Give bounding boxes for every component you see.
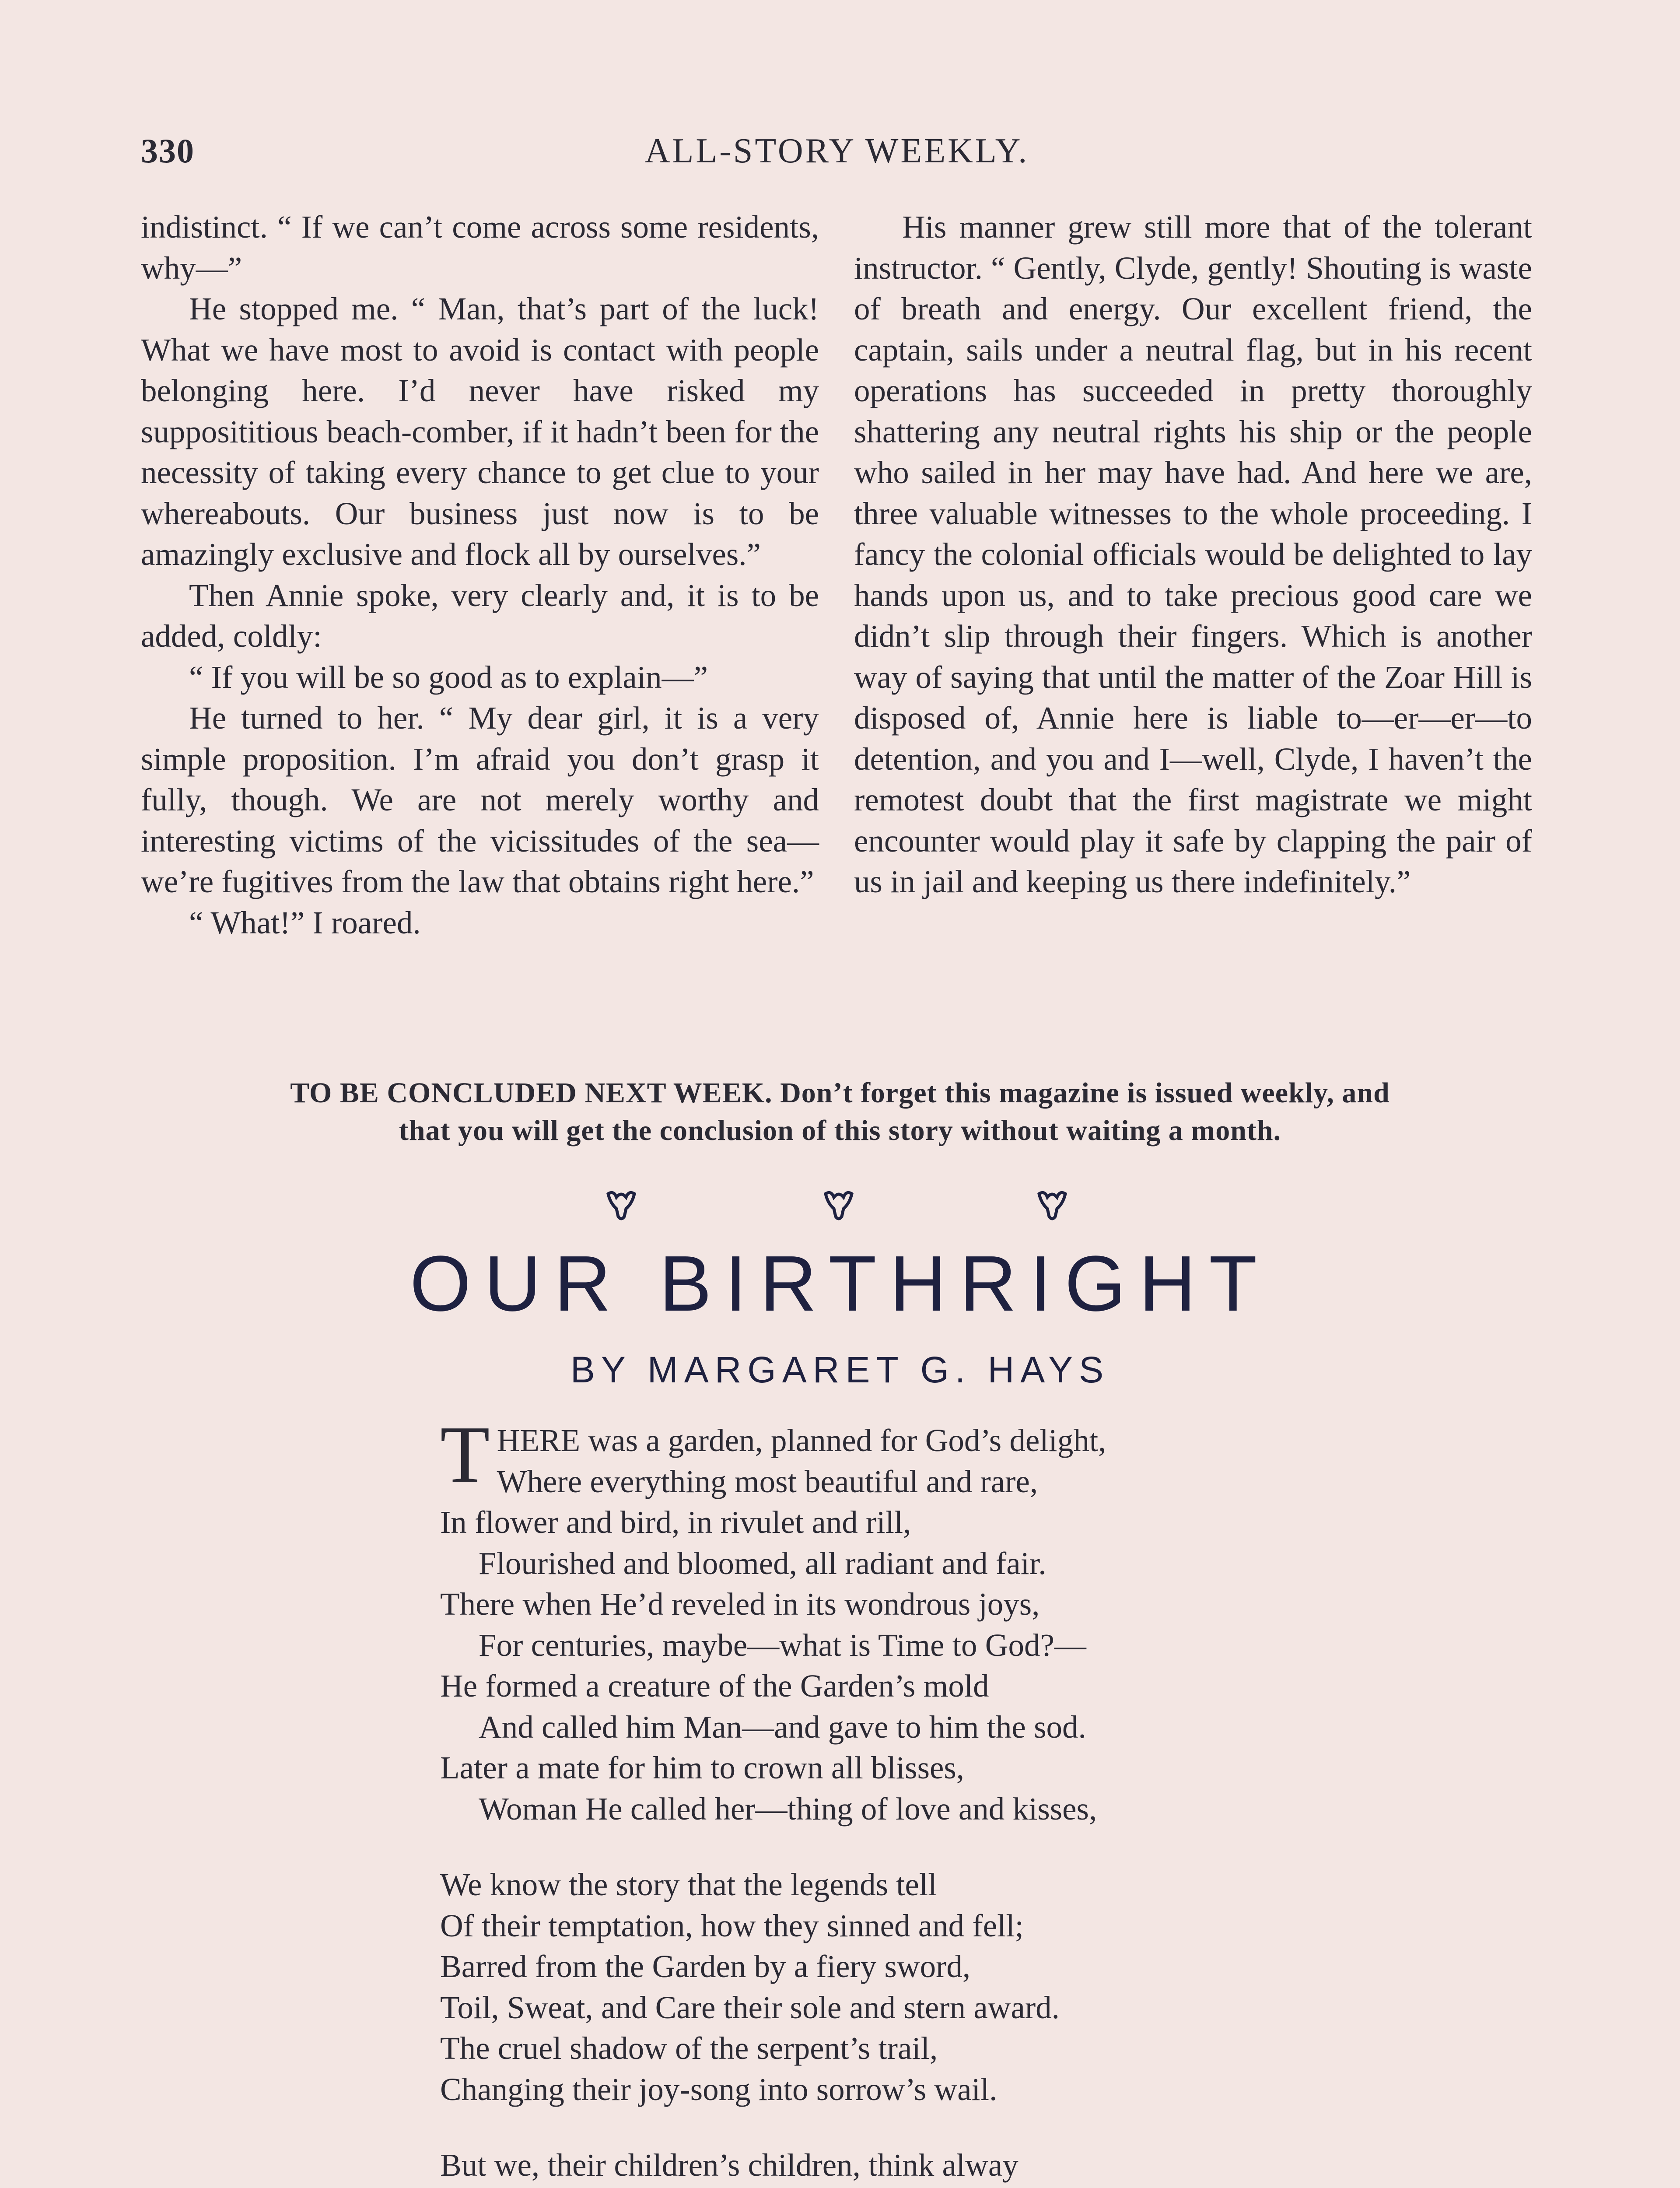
poem-line-text: Later a mate for him to crown all blisses,: [440, 1750, 965, 1785]
story-column-right: [854, 207, 1532, 902]
story-paragraph: “ If you will be so good as to explain—”: [189, 659, 708, 695]
poem-line-text: He formed a creature of the Garden’s mold: [440, 1668, 989, 1704]
poem-line-text: But we, their children’s children, think alway: [440, 2147, 1018, 2183]
poem-stanza: [440, 1864, 1359, 2110]
tulip-ornament-icon: [1032, 1186, 1072, 1225]
tulip-ornament-icon: [602, 1186, 641, 1225]
story-paragraph: “ What!” I roared.: [189, 905, 421, 940]
story-paragraph: He turned to her. “ My dear girl, it is a very simple proposition. I’m afraid you don’t grasp it fully, though. We are not merely worthy and interesting victims of the vicissitudes of the sea—we’re fugitives from the law that obtains right here.”: [141, 700, 819, 899]
story-paragraph: His manner grew still more that of the tolerant instructor. “ Gently, Clyde, gently! Shouting is waste of breath and energy. Our excellent friend, the captain, sails under a neutral flag, but in his recent operations has succeeded in pretty thoroughly shattering any neutral rights his ship or the people who sailed in her may have had. And here we are, three valuable witnesses to the whole proceeding. I fancy the colonial officials would be delighted to lay hands upon us, and to take precious good care we didn’t slip through their fingers. Which is another way of saying that until the matter of the Zoar Hill is disposed of, Annie here is liable to—er—er—to detention, and you and I—well, Clyde, I haven’t the remotest doubt that the first magistrate we might encounter would play it safe by clapping the pair of us in jail and keeping us there indefinitely.”: [854, 209, 1532, 899]
poem-line: [440, 1987, 1359, 2028]
poem-line: [440, 1905, 1359, 1946]
running-head: ALL-STORY WEEKLY.: [644, 132, 1029, 170]
poem-line: [440, 1543, 1359, 1584]
poem-line: [440, 1461, 1359, 1502]
poem-line-text: Barred from the Garden by a fiery sword,: [440, 1949, 971, 1984]
poem-line: [440, 2186, 1359, 2188]
poem-line-text: There when He’d reveled in its wondrous joys,: [440, 1586, 1040, 1622]
continuation-notice: [131, 1074, 1549, 1150]
drop-cap: T: [440, 1410, 490, 1500]
page-header: [141, 131, 1533, 179]
poem-line: [440, 1502, 1359, 1543]
poem-body: [440, 1410, 1359, 2188]
story-column-left: [141, 207, 819, 943]
story-paragraph: indistinct. “ If we can’t come across some residents, why—”: [141, 209, 819, 286]
poem-line: [440, 2028, 1359, 2069]
poem-line-text: For centuries, maybe—what is Time to God?—: [479, 1627, 1086, 1663]
poem-line-text: In flower and bird, in rivulet and rill,: [440, 1504, 911, 1540]
poem-line-text: Toil, Sweat, and Care their sole and stern award.: [440, 1989, 1060, 2025]
poem-line: [440, 1584, 1359, 1625]
notice-line-1: TO BE CONCLUDED NEXT WEEK. Don’t forget this magazine is issued weekly, and: [290, 1077, 1390, 1109]
notice-line-2: that you will get the conclusion of this story without waiting a month.: [399, 1115, 1281, 1147]
poem-line: [440, 2145, 1359, 2186]
poem-line-text: Changing their joy-song into sorrow’s wail.: [440, 2071, 998, 2107]
poem-line: [440, 1625, 1359, 1666]
section-ornaments: [0, 1186, 1680, 1234]
poem-stanza: [440, 2145, 1359, 2188]
poem-line-text: Flourished and bloomed, all radiant and fair.: [479, 1545, 1046, 1581]
poem-line-text: Woman He called her—thing of love and kisses,: [479, 1791, 1097, 1827]
poem-line: [440, 1666, 1359, 1707]
poem-byline: BY MARGARET G. HAYS: [570, 1349, 1110, 1390]
poem-line-text: We know the story that the legends tell: [440, 1867, 937, 1902]
poem-line: [440, 1420, 1359, 1461]
poem-line: [440, 1707, 1359, 1748]
poem-line: [440, 1747, 1359, 1788]
poem-line: [440, 1946, 1359, 1987]
poem-line-text: Where everything most beautiful and rare,: [497, 1463, 1038, 1499]
story-paragraph: He stopped me. “ Man, that’s part of the luck! What we have most to avoid is contact with people belonging here. I’d never have risked my supposititious beach-comber, if it hadn’t been for the necessity of taking every chance to get clue to your whereabouts. Our business just now is to be amazingly exclusive and flock all by ourselves.”: [141, 291, 819, 572]
story-paragraph: Then Annie spoke, very clearly and, it is to be added, coldly:: [141, 577, 819, 654]
poem-line: [440, 1864, 1359, 1905]
poem-line-text: The cruel shadow of the serpent’s trail,: [440, 2030, 938, 2066]
poem-line-text: Of their temptation, how they sinned and fell;: [440, 1907, 1024, 1943]
poem-stanza: [440, 1410, 1359, 1829]
tulip-ornament-icon: [819, 1186, 858, 1225]
poem-line: [440, 2069, 1359, 2110]
poem-line-text: HERE was a garden, planned for God’s delight,: [497, 1423, 1106, 1458]
page-number: 330: [141, 132, 195, 170]
poem-line-text: And called him Man—and gave to him the sod.: [479, 1709, 1086, 1745]
poem-title: OUR BIRTHRIGHT: [410, 1240, 1270, 1328]
poem-line: [440, 1788, 1359, 1830]
